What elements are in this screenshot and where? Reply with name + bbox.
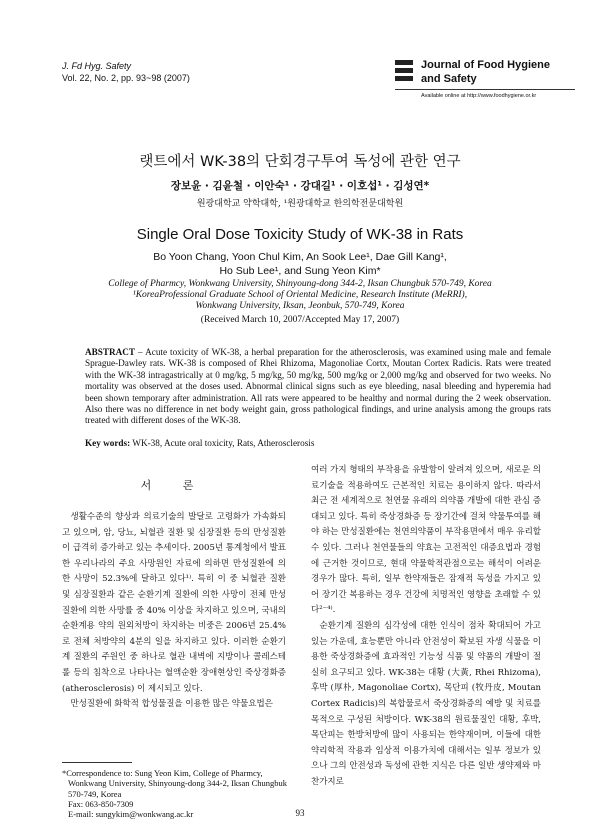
abstract-text: – Acute toxicity of WK-38, a herbal preparation for the atherosclerosis, was examined using male and female Sprague-Dawley rats. WK-38 is composed of Rhei Rhizoma, Magonoliae Cortx, Moutan Cortex Radicis. Rats were treated with the WK-38 intragastrically at 0 mg/kg, 5 mg/kg, 50 mg/kg, 500 mg/kg or 2,000 mg/kg and observed for two weeks. No mortality was observed at the doses used. Abnormal clinical signs such as eye bleeding, nasal bleeding and hyperemia had been shown temporary after administration. All rats were appeared to be healthy and normal during the 2 week observation. Also there was no difference in net body weight gain, gross pathological findings, and urine analysis among the groups rats treated with different doses of the WK-38.	[85, 347, 551, 426]
journal-logo-icon	[395, 60, 415, 90]
keywords-label: Key words:	[85, 438, 131, 448]
paragraph: 여러 가지 형태의 부작용을 유발함이 알려져 있으며, 새로운 의료기술을 적용하여도 근본적인 치료는 용이하지 않다. 따라서 최근 전 세계적으로 천연물 유래의 의약품 개발에 대한 관심 증대되고 있다. 특히 죽상경화증 등 장기간에 걸쳐 약물투여를 해야 하는 만성질환에는 천연의약품이 부작용면에서 매우 유리할 수 있다. 그러나 천연물들의 약효는 고전적인 대증요법과 경험에 근거한 것이므로, 현대 약물학적관점으로는 해석이 어려운 경우가 많다. 특히, 일부 한약재들은 잠재적 독성을 가지고 있어 장기간 복용하는 경우 건강에 치명적인 영향을 초래할 수 있다²⁻⁴⁾.	[311, 465, 541, 616]
title-korean: 랫트에서 WK-38의 단회경구투여 독성에 관한 연구	[139, 154, 461, 170]
section-heading-introduction: 서 론	[140, 479, 208, 492]
received-dates: (Received March 10, 2007/Accepted May 17, 2007)	[200, 315, 400, 325]
authors-english: Bo Yoon Chang, Yoon Chul Kim, An Sook Lee¹, Dae Gill Kang¹, Ho Sub Lee¹, and Sung Yeon Kim*	[153, 251, 447, 277]
affiliation-korean: 원광대학교 약학대학, ¹원광대학교 한의학전문대학원	[196, 199, 404, 209]
journal-citation	[62, 60, 190, 84]
affiliation-english: College of Pharmcy, Wonkwang University, Shinyoung-dong 344-2, Iksan Chungbuk 570-749, Korea ¹KoreaProfessional Graduate School of Oriental Medicine, Research Institute (MeRRI), Wonkwang University, Iksan, Jeonbuk, 570-749, Korea	[108, 279, 492, 311]
body-right-column	[311, 463, 541, 790]
footnote-divider	[62, 762, 132, 763]
journal-abbrev: J. Fd Hyg. Safety	[62, 61, 132, 71]
paragraph: 순환기계 질환의 심각성에 대한 인식이 점차 확대되어 가고 있는 가운데, 효능뿐만 아니라 안전성이 확보된 자생 식물을 이용한 죽상경화증에 효과적인 기능성 식품 및 약품의 개발이 절실히 요구되고 있다. WK-38는 대황 (大黃, Rhei Rhizoma), 후박 (厚朴, Magonoliae Cortx), 목단피 (牧丹皮, Moutan Cortex Radicis)의 복합물로서 죽상경화증의 예방 및 치료를 목적으로 구성된 처방이다. WK-38의 원료물질인 대황, 후박, 목단피는 한방처방에 많이 사용되는 한약재이며, 이들에 대한 약리학적 작용과 임상적 이용가치에 대해서는 일부 정보가 있으나 그의 안전성과 독성에 관한 지식은 다른 일반 생약제와 마찬가지로	[311, 620, 541, 787]
online-url: Available online at http://www.foodhygiene.or.kr	[421, 93, 537, 99]
keywords	[85, 438, 551, 448]
paragraph: 만성질환에 화학적 합성물질을 이용한 많은 약물요법은	[70, 699, 273, 710]
correspondence-footnote: *Correspondence to: Sung Yeon Kim, College of Pharmcy, Wonkwang University, Shinyoung-dong 344-2, Iksan Chungbuk 570-749, Korea Fax: 063-850-7309 E-mail: sungykim@wonkwang.ac.kr	[62, 768, 288, 820]
paragraph: 생활수준의 향상과 의료기술의 발달로 고령화가 가속화되고 있으며, 암, 당뇨, 뇌혈관 질환 및 심장질환 등의 만성질환이 급격히 증가하고 있는 추세이다. 2005년 통계청에서 발표한 우리나라의 주요 사망원인 자료에 의하면 만성질환에 의한 사망이 52.3%에 달하고 있다¹⁾. 특히 이 중 뇌혈관 질환 및 심장질환과 같은 순환기계 질환에 의한 사망이 전체 만성질환에 의한 사망률 중 40% 이상을 차지하고 있으며, 국내의 순환계용 약의 원외처방이 차지하는 비중은 2006년 25.4%로 전체 처방약의 4분의 일을 차지하고 있다. 이러한 순환기계 질환의 주원인 중 하나로 혈관 내벽에 지방이나 콜레스테롤 등의 침착으로 나타나는 혈액순환 장애현상인 죽상경화증 (atherosclerosis) 이 제시되고 있다.	[62, 512, 286, 694]
title-english: Single Oral Dose Toxicity Study of WK-38 in Rats	[136, 226, 464, 243]
page-number: 93	[295, 808, 305, 818]
journal-logo	[395, 58, 575, 106]
abstract-label: ABSTRACT	[85, 347, 136, 357]
body-left-column	[62, 510, 286, 713]
keywords-text: WK-38, Acute oral toxicity, Rats, Atherosclerosis	[130, 438, 315, 448]
authors-korean: 장보윤 · 김윤철 · 이안숙¹ · 강대길¹ · 이호섭¹ · 김성연*	[170, 180, 430, 192]
volume-line: Vol. 22, No. 2, pp. 93~98 (2007)	[62, 73, 190, 83]
logo-title: Journal of Food Hygiene and Safety	[421, 59, 550, 85]
abstract	[85, 347, 551, 427]
